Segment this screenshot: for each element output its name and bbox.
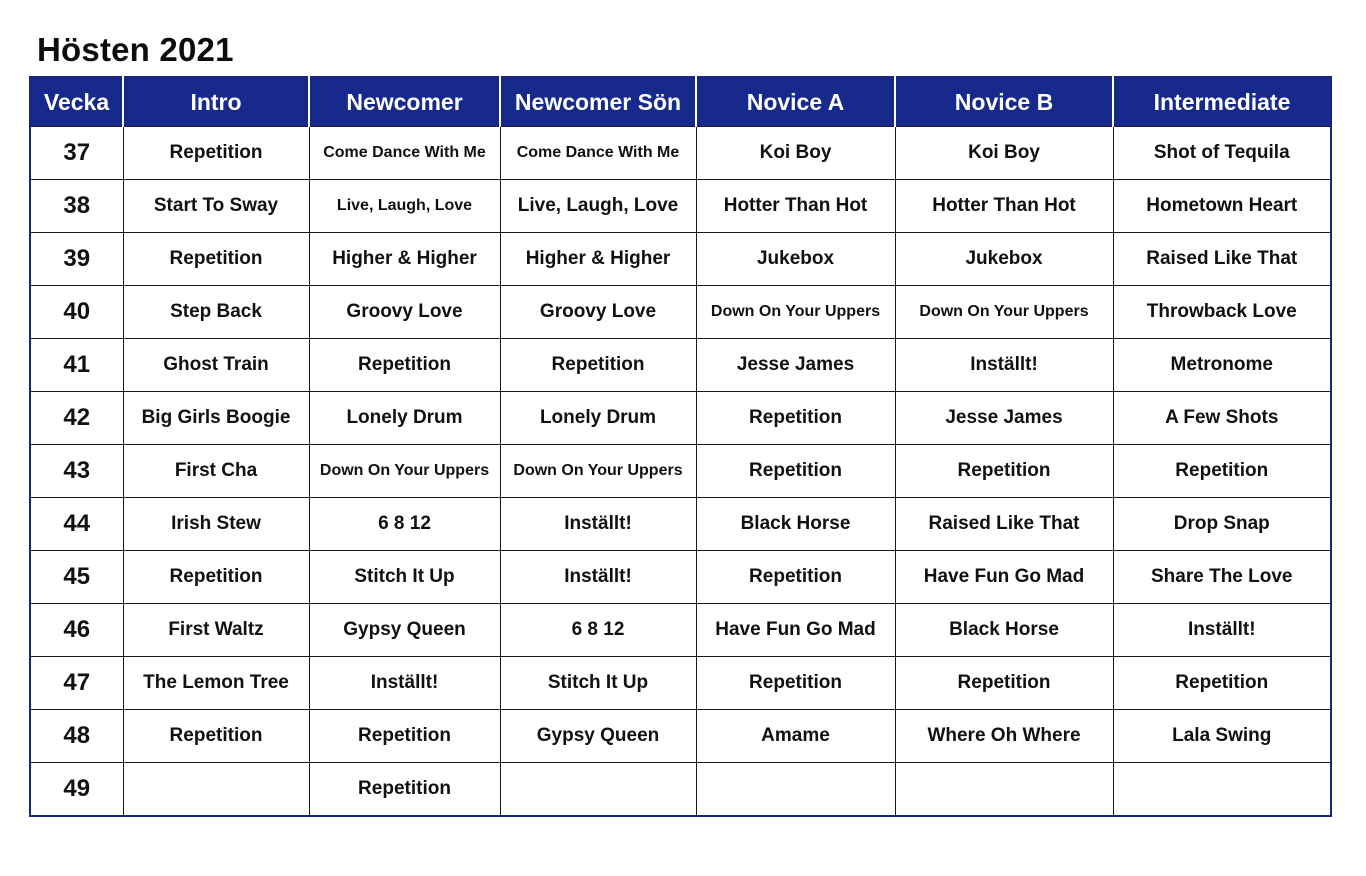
novice-b-cell: Black Horse [895,604,1113,657]
novice-b-cell: Down On Your Uppers [895,286,1113,339]
page-title: Hösten 2021 [37,31,234,68]
week-cell: 45 [30,551,123,604]
week-cell: 46 [30,604,123,657]
intro-cell: Big Girls Boogie [123,392,309,445]
novice-b-cell: Hotter Than Hot [895,180,1113,233]
newcomer-son-cell: Inställt! [500,498,696,551]
newcomer-cell: 6 8 12 [309,498,500,551]
novice-b-cell: Jesse James [895,392,1113,445]
intermediate-cell: Repetition [1113,445,1331,498]
newcomer-son-cell: Down On Your Uppers [500,445,696,498]
novice-b-cell: Jukebox [895,233,1113,286]
intro-cell: The Lemon Tree [123,657,309,710]
intermediate-cell: Throwback Love [1113,286,1331,339]
week-cell: 39 [30,233,123,286]
column-header-newcomer-son: Newcomer Sön [500,77,696,127]
intro-cell: Start To Sway [123,180,309,233]
week-cell: 49 [30,763,123,817]
intro-cell: Repetition [123,233,309,286]
newcomer-cell: Repetition [309,763,500,817]
newcomer-cell: Repetition [309,710,500,763]
novice-b-cell: Where Oh Where [895,710,1113,763]
novice-b-cell: Repetition [895,445,1113,498]
novice-a-cell: Hotter Than Hot [696,180,895,233]
novice-a-cell: Repetition [696,392,895,445]
column-header-novice-b: Novice B [895,77,1113,127]
newcomer-son-cell: Stitch It Up [500,657,696,710]
newcomer-son-cell: Gypsy Queen [500,710,696,763]
week-cell: 42 [30,392,123,445]
newcomer-cell: Inställt! [309,657,500,710]
table-row [30,180,1331,233]
newcomer-son-cell: Live, Laugh, Love [500,180,696,233]
novice-b-cell [895,763,1113,817]
week-cell: 47 [30,657,123,710]
table-row [30,286,1331,339]
newcomer-cell: Come Dance With Me [309,127,500,180]
novice-b-cell: Koi Boy [895,127,1113,180]
intro-cell: First Waltz [123,604,309,657]
schedule-table [29,76,1332,817]
novice-a-cell: Jesse James [696,339,895,392]
novice-a-cell: Repetition [696,551,895,604]
novice-a-cell [696,763,895,817]
intermediate-cell: Repetition [1113,657,1331,710]
newcomer-son-cell: 6 8 12 [500,604,696,657]
intermediate-cell [1113,763,1331,817]
novice-b-cell: Repetition [895,657,1113,710]
table-row [30,710,1331,763]
newcomer-son-cell: Repetition [500,339,696,392]
intermediate-cell: Drop Snap [1113,498,1331,551]
intro-cell: Repetition [123,127,309,180]
intro-cell: First Cha [123,445,309,498]
table-row [30,657,1331,710]
novice-a-cell: Down On Your Uppers [696,286,895,339]
week-cell: 43 [30,445,123,498]
intermediate-cell: Inställt! [1113,604,1331,657]
table-row [30,604,1331,657]
newcomer-son-cell: Inställt! [500,551,696,604]
newcomer-son-cell: Groovy Love [500,286,696,339]
table-row [30,392,1331,445]
week-cell: 44 [30,498,123,551]
novice-a-cell: Koi Boy [696,127,895,180]
table-row [30,763,1331,817]
week-cell: 38 [30,180,123,233]
novice-b-cell: Have Fun Go Mad [895,551,1113,604]
column-header-intermediate: Intermediate [1113,77,1331,127]
intermediate-cell: Raised Like That [1113,233,1331,286]
intro-cell: Repetition [123,710,309,763]
newcomer-son-cell: Lonely Drum [500,392,696,445]
newcomer-cell: Live, Laugh, Love [309,180,500,233]
table-row [30,339,1331,392]
novice-a-cell: Amame [696,710,895,763]
novice-a-cell: Have Fun Go Mad [696,604,895,657]
table-row [30,551,1331,604]
week-cell: 40 [30,286,123,339]
newcomer-cell: Higher & Higher [309,233,500,286]
novice-a-cell: Black Horse [696,498,895,551]
intro-cell: Repetition [123,551,309,604]
novice-b-cell: Raised Like That [895,498,1113,551]
table-row [30,445,1331,498]
intermediate-cell: Hometown Heart [1113,180,1331,233]
schedule-body [30,127,1331,817]
week-cell: 48 [30,710,123,763]
column-header-newcomer: Newcomer [309,77,500,127]
intro-cell: Irish Stew [123,498,309,551]
intro-cell: Ghost Train [123,339,309,392]
intro-cell [123,763,309,817]
novice-a-cell: Repetition [696,445,895,498]
newcomer-cell: Lonely Drum [309,392,500,445]
column-header-novice-a: Novice A [696,77,895,127]
intermediate-cell: Metronome [1113,339,1331,392]
table-row [30,498,1331,551]
newcomer-cell: Groovy Love [309,286,500,339]
intermediate-cell: Share The Love [1113,551,1331,604]
intro-cell: Step Back [123,286,309,339]
column-header-vecka: Vecka [30,77,123,127]
newcomer-son-cell: Higher & Higher [500,233,696,286]
novice-b-cell: Inställt! [895,339,1113,392]
newcomer-cell: Stitch It Up [309,551,500,604]
week-cell: 41 [30,339,123,392]
week-cell: 37 [30,127,123,180]
header-row [30,77,1331,127]
newcomer-son-cell: Come Dance With Me [500,127,696,180]
novice-a-cell: Jukebox [696,233,895,286]
newcomer-cell: Down On Your Uppers [309,445,500,498]
intermediate-cell: Shot of Tequila [1113,127,1331,180]
table-row [30,127,1331,180]
novice-a-cell: Repetition [696,657,895,710]
column-header-intro: Intro [123,77,309,127]
newcomer-cell: Repetition [309,339,500,392]
intermediate-cell: Lala Swing [1113,710,1331,763]
newcomer-cell: Gypsy Queen [309,604,500,657]
intermediate-cell: A Few Shots [1113,392,1331,445]
table-row [30,233,1331,286]
newcomer-son-cell [500,763,696,817]
